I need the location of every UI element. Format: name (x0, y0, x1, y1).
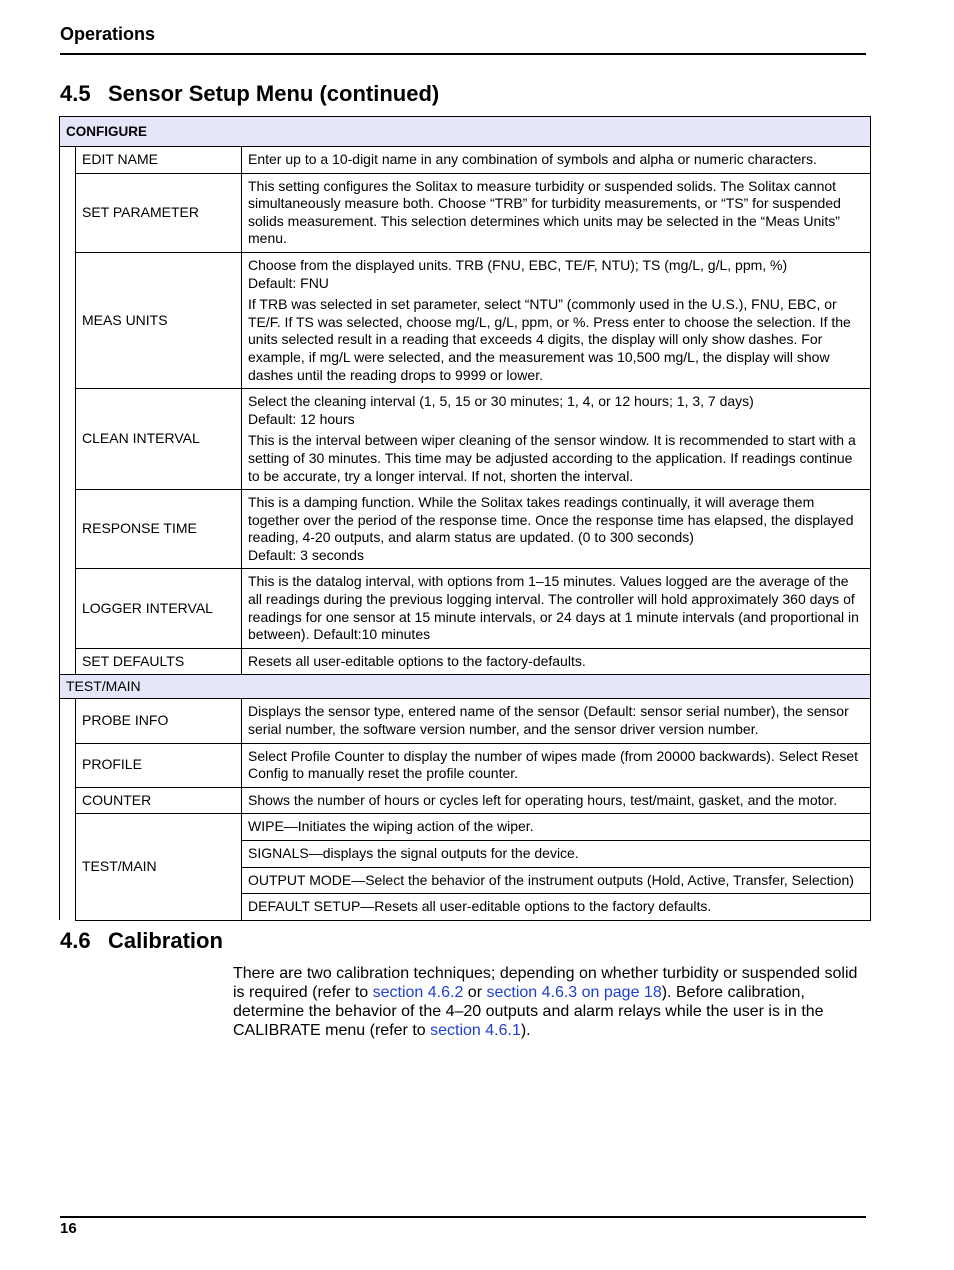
row-label: SET PARAMETER (76, 173, 242, 252)
section-number: 4.6 (60, 928, 91, 953)
row-description: Select Profile Counter to display the number of wipes made (from 20000 backwards). Select Reset Config to manually reset the profile counter. (242, 743, 871, 787)
table-row (60, 787, 871, 814)
row-description: This is a damping function. While the Solitax takes readings continually, it will average them together over the period of the response time. Once the response time has elapsed, the displayed reading, 4-20 outputs, and alarm status are updated. (0 to 300 seconds) Default: 3 seconds (242, 490, 871, 569)
page-number: 16 (60, 1220, 77, 1237)
row-description: Displays the sensor type, entered name of the sensor (Default: sensor serial number), the sensor serial number, the software version number, and the sensor driver version number. (242, 699, 871, 743)
running-header: Operations (60, 24, 156, 44)
table-row (60, 173, 871, 252)
header-rule (60, 53, 866, 55)
table-row (60, 743, 871, 787)
row-label: SET DEFAULTS (76, 648, 242, 675)
table-row (60, 814, 871, 841)
row-label: CLEAN INTERVAL (76, 389, 242, 490)
row-description: WIPE—Initiates the wiping action of the wiper. (242, 814, 871, 841)
table-row (60, 699, 871, 743)
row-description: Select the cleaning interval (1, 5, 15 or 30 minutes; 1, 4, or 12 hours; 1, 3, 7 days) Default: 12 hours This is the interval between wiper cleaning of the sensor window. It is recommended to start with a setting of 30 minutes. This time may be adjusted according to the application. If readings continue to be accurate, try a longer interval. If not, shorten the interval. (242, 389, 871, 490)
row-description: Shows the number of hours or cycles left for operating hours, test/maint, gasket, and the motor. (242, 787, 871, 814)
row-label: MEAS UNITS (76, 252, 242, 388)
section-title: Sensor Setup Menu (continued) (108, 81, 440, 106)
row-description: Enter up to a 10-digit name in any combination of symbols and alpha or numeric characters. (242, 147, 871, 174)
footer-rule (60, 1216, 866, 1218)
row-label: EDIT NAME (76, 147, 242, 174)
row-label: LOGGER INTERVAL (76, 569, 242, 648)
table-row (60, 389, 871, 490)
row-description: Choose from the displayed units. TRB (FNU, EBC, TE/F, NTU); TS (mg/L, g/L, ppm, %) Default: FNU If TRB was selected in set parameter, select “NTU” (commonly used in the U.S.), FNU, EBC, or TE/F. If TS was selected, choose mg/L, g/L, ppm, or %. Press enter to choose the selection. If the units selected result in a reading that exceeds 4 digits, the display will only show dashes. For example, if mg/L were selected, and the measurement was 10,500 mg/L, the display will show dashes until the reading drops to 9999 or lower. (242, 252, 871, 388)
section-title: Calibration (108, 928, 223, 953)
row-label: COUNTER (76, 787, 242, 814)
row-label: RESPONSE TIME (76, 490, 242, 569)
row-label: TEST/MAIN (76, 814, 242, 920)
row-description: This is the datalog interval, with options from 1–15 minutes. Values logged are the average of the all readings during the previous logging interval. The controller will hold approximately 360 days of readings for one sensor at 15 minute intervals, or 24 days at 1 minute intervals (and proportional in between). Default:10 minutes (242, 569, 871, 648)
row-description: OUTPUT MODE—Select the behavior of the instrument outputs (Hold, Active, Transfer, Selection) (242, 867, 871, 894)
row-description: SIGNALS—displays the signal outputs for the device. (242, 841, 871, 868)
calibration-paragraph: There are two calibration techniques; depending on whether turbidity or suspended solid is required (refer to section 4.6.2 or section 4.6.3 on page 18). Before calibration, determine the behavior of the 4–20 outputs and alarm relays while the user is in the CALIBRATE menu (refer to section 4.6.1). (233, 965, 858, 1039)
link-section-4-6-1[interactable]: section 4.6.1 (430, 1022, 521, 1039)
link-section-4-6-2[interactable]: section 4.6.2 (372, 984, 464, 1001)
table-row (60, 490, 871, 569)
table-row (60, 252, 871, 388)
row-description: Resets all user-editable options to the factory-defaults. (242, 648, 871, 675)
row-label: PROBE INFO (76, 699, 242, 743)
table-row (60, 569, 871, 648)
row-description: This setting configures the Solitax to measure turbidity or suspended solids. The Solitax cannot simultaneously measure both. Choose “TRB” for turbidity measurements, or “TS” for suspended solids measurement. This selection determines which units may be selected in the “Meas Units” menu. (242, 173, 871, 252)
table-row (60, 648, 871, 675)
row-description: DEFAULT SETUP—Resets all user-editable options to the factory defaults. (242, 894, 871, 921)
testmain-section-row (60, 675, 871, 699)
configure-heading: CONFIGURE (60, 117, 871, 147)
table-row (60, 147, 871, 174)
link-section-4-6-3[interactable]: section 4.6.3 on page 18 (486, 984, 662, 1001)
row-label: PROFILE (76, 743, 242, 787)
configure-section-row (60, 117, 871, 147)
section-heading-4-6 (60, 928, 223, 954)
section-number: 4.5 (60, 81, 91, 106)
testmain-heading: TEST/MAIN (60, 675, 871, 699)
section-heading-4-5 (60, 81, 439, 107)
sensor-setup-table (59, 116, 871, 921)
